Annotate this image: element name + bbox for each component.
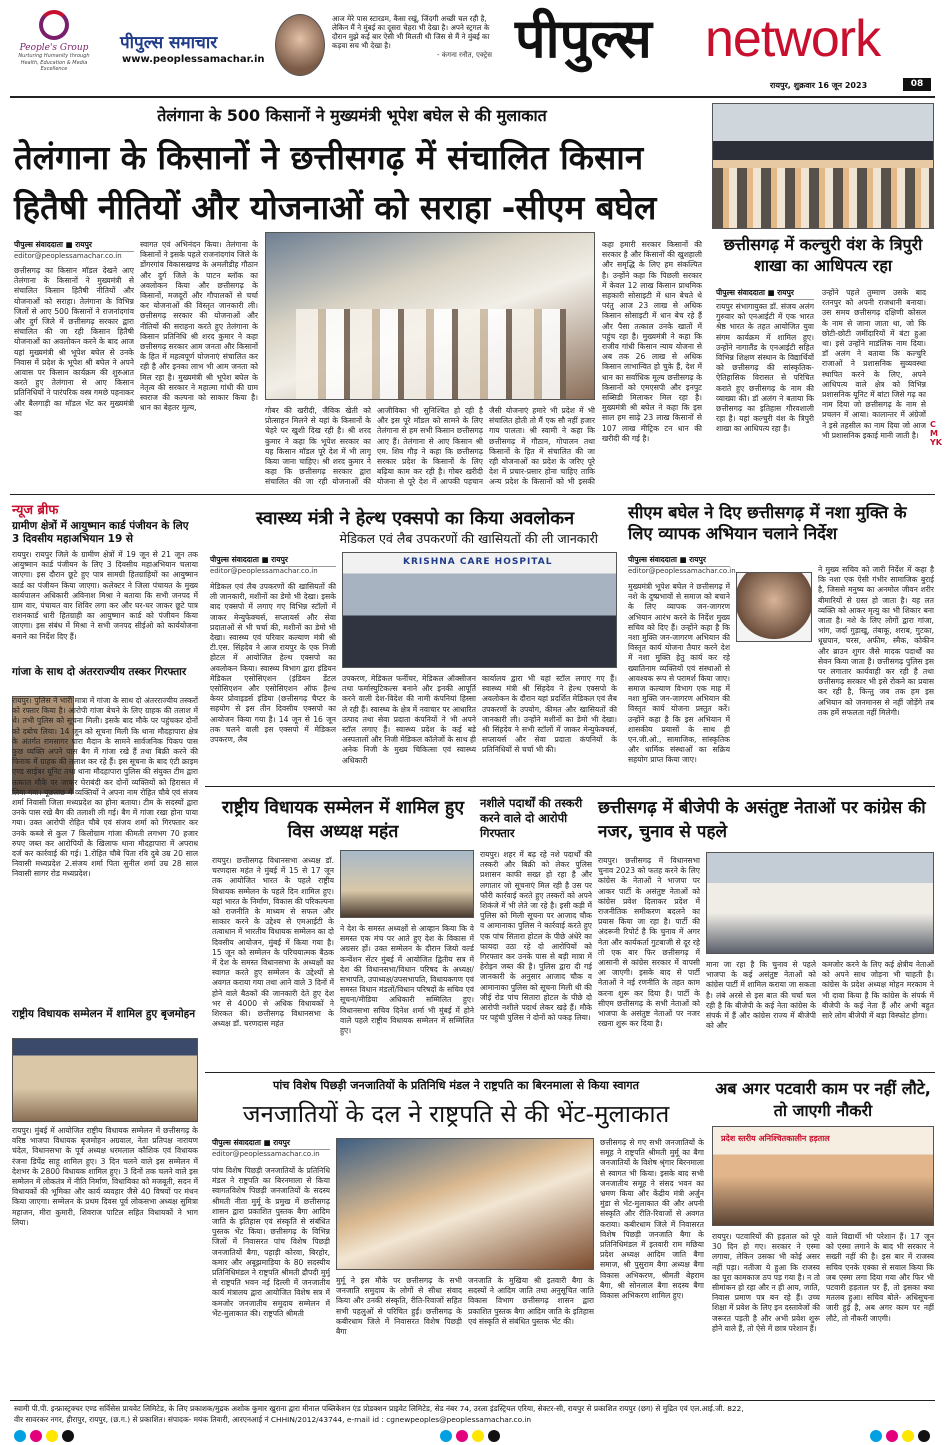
- key-mark-icon: [488, 1430, 500, 1442]
- lead-kicker: तेलंगाना के 500 किसानों ने मुख्यमंत्री भूपेश बघेल से की मुलाकात: [157, 106, 547, 125]
- cmyk-marks-right: [870, 1430, 930, 1442]
- lead-byline: पीपुल्स संवाददाता ■ रायपुर: [14, 240, 134, 252]
- kalchuri-byline: पीपुल्स संवाददाता ■ रायपुर: [716, 288, 814, 300]
- drugs-headline: नशीले पदार्थों की तस्करी करने वाले दो आरोपी गिरफ्तार: [480, 796, 583, 840]
- key-mark-icon: [918, 1430, 930, 1442]
- bjp-col-3: कमजोर करने के लिए कई क्षेत्रीय नेताओं को अपने साथ जोड़ना भी चाहती है। कांग्रेस के प्रदेश अध्यक्ष मोहन मरकाम ने भी दावा किया है कि कांग्रेस के संपर्क में बीजेपी के कई नेता हैं और अभी बहुत सारे लोग बीजेपी में बड़ा विस्फोट होगा।: [822, 960, 934, 1021]
- page-title-hindi: पीपुल्स: [515, 7, 652, 70]
- lead-photo-figures: [296, 309, 566, 399]
- lead-photo: [265, 232, 595, 400]
- yellow-mark-icon: [472, 1430, 484, 1442]
- kalchuri-photo: [712, 103, 934, 229]
- kalchuri-headline: छत्तीसगढ़ में कल्चुरी वंश के त्रिपुरी शाखा का आधिपत्य रहा: [723, 235, 923, 275]
- lead-col-1: छत्तीसगढ़ का किसान मॉडल देखने आए तेलंगाना के किसानों ने मुख्यमंत्री से संचालित किसान हितैषी नीतियों और योजनाओं को सराहा। तेलंगाना के विभिन्न जिलों से आए 500 किसानों ने राजनांदगांव और दुर्ग जिले में छत्तीसगढ़ सरकार द्वारा संचालित की जा रही किसान हितैषी योजनाओं का अवलोकन करने के बाद आज यहां मुख्यमंत्री श्री भूपेश बघेल से उनके निवास में प्रदेश के भूपेश श्री बघेल ने अपने आवास पर किसान कार्यक्रम की शुरुआत करते हुए तेलंगाना से आए किसान प्रतिनिधियों ने पारंपरिक वस्त्र गमछे पहनाकर और बैलगाड़ी का मॉडल भेंट कर मुख्यमंत्री का: [14, 266, 134, 418]
- section-rule-3: [205, 1072, 935, 1073]
- drugs-text: रायपुर। शहर में बढ़ रहे नशे पदार्थों की तस्करी और बिक्री को लेकर पुलिस प्रशासन काफी सख्त हो रहा है और लगातार जो सूचनाएं मिल रही है उस पर फौरी कार्रवाई करते हुए तस्करों को अपने शिकंजे में भी लेते जा रहे है। इसी कड़ी में पुलिस को मिली सूचना पर आजाद चौक व आमानाका पुलिस ने कार्रवाई करते हुए एक पांच सितारा होटल के पीछे अंधेरे का फायदा उठा रहे दो आरोपियों को गिरफ्तार कर उनके पास से बड़ी मात्रा में हेरोइन जब्त की है। पुलिस द्वारा दी गई जानकारी के अनुसार आजाद चौक व आमानाका पुलिस को सूचना मिली थी की जीई रोड पांच सितारा होटल के पीछे दो आरोपी नशीले पदार्थ लेकर खड़े हैं। मौके पर पहुंची पुलिस ने दोनों को पकड़ लिया।: [480, 850, 592, 1023]
- health-photo-banner: KRISHNA CARE HOSPITAL: [403, 557, 553, 567]
- kalchuri-col-2: उन्होंने पहले तुम्माण उसके बाद रतनपुर को अपनी राजधानी बनाया। उस समय छत्तीसगढ़ दक्षिणी कोसल के नाम से जाना जाता था, जो कि छोटी-छोटी जमींदारियों में बंटा हुआ था। इसे उन्होंने माडंलिक नाम दिया। डॉ अलंग ने बताया कि कल्चुरि राजाओं ने प्रशासनिक सुव्यवस्था स्थापित करने के लिए, अपने आधिपत्य वाले क्षेत्र को विभिन्न प्रशासनिक यूनिट में बांटा जिसे गढ़ का नाम दिया जो छत्तीसगढ़ के नाम से प्रचलन में आया। कालान्तर में अंग्रेजों ने इसे तहसील का नाम दिया जो आज भी प्रशासनिक इकाई मानी जाती है।: [822, 288, 926, 440]
- nasha-byline: पीपुल्स संवाददाता ■ रायपुर: [628, 555, 730, 567]
- nasha-cm-photo: [736, 572, 812, 642]
- speaker-col-1: रायपुर। छत्तीसगढ़ विधानसभा अध्यक्ष डॉ. चरणदास महंत ने मुंबई में 15 से 17 जून तक आयोजित भारत के पहले राष्ट्रीय विधायक सम्मेलन के पहले दिन शामिल हुए। यहां भारत के निर्माण, विकास की परिकल्पना को राजनीति के माध्यम से सफल और साकार करने के उद्देश्य से एमआईटी के तत्वाधान में भारतीय विधायक सम्मेलन का दो दिवसीय आयोजन, मुंबई में किया गया है। 15 जून को सम्मेलन के परिचयात्मक बैठक में देश के समस्त विधानसभा के अध्यक्षों का स्वागत करते हुए सम्मेलन के उद्देश्यों से अवगत कराया गया तथा आने वाले 3 दिनों में होने वाले बैठकों की जानकारी देते हुए देश भर से 4000 से अधिक विधायकों ने शिरकत की। छत्तीसगढ़ विधानसभा के अध्यक्ष डॉ. चरणदास महंत: [212, 856, 334, 1029]
- nasha-byline-block: [628, 555, 736, 575]
- kangana-photo: [275, 14, 325, 76]
- health-byline-block: [210, 555, 336, 575]
- patwari-headline: अब अगर पटवारी काम पर नहीं लौटे, तो जाएगी नौकरी: [715, 1079, 931, 1120]
- nasha-headline: सीएम बघेल ने दिए छत्तीसगढ़ में नशा मुक्ति के लिए व्यापक अभियान चलाने निर्देश: [628, 503, 907, 543]
- imprint-line-2: वीर सावरकर नगर, हीरापुर, रायपुर, (छ.ग.) से प्रकाशित। संपादक- मयंक तिवारी, आरएनआई नं CHHIN/2012/43744, e-mail id : cgnewpeoples@peoplessamachar.co.in: [14, 1415, 532, 1424]
- page-title-network: network: [705, 10, 881, 68]
- tribal-kicker: पांच विशेष पिछड़ी जनजातियों के प्रतिनिधि मंडल ने राष्ट्रपति का बिरनमाला से किया स्वागत: [273, 1079, 639, 1092]
- bjp-col-1: रायपुर। छत्तीसगढ़ में विधानसभा चुनाव 2023 को फतह करने के लिए कांग्रेस के नेताओं ने भाजपा पर आकर पार्टी के असंतुष्ट नेताओं को कांग्रेस प्रवेश दिलाकर प्रदेश में राजनीतिक समीकरण बदलने का प्रयास किया जा रहा है। पार्टी की अंदरूनी रिपोर्ट है कि चुनाव में अगर नेता और कार्यकर्ता गुटबाजी से दूर रहे तो एक बार फिर छत्तीसगढ़ में आसानी से कांग्रेस सरकार में वापसी आ जाएगी। इसके बाद से पार्टी नेताओं ने नई रणनीति के तहत काम करना शुरू कर दिया है। पार्टी के सीएम छत्तीसगढ़ के सभी नेताओं को भाजपा के असंतुष्ट नेताओं पर नजर रखना शुरू कर दिया है।: [598, 856, 700, 1029]
- tribal-col-2: मुर्मू ने इस मौके पर छत्तीसगढ़ के सभी जनजाति समुदाय के लोगों से सीधा संवाद किया और उनकी संस्कृति, रीति-रिवाजों सहित सभी पहलुओं से परिचित हुईं। छत्तीसगढ़ के कबीरधाम जिले में निवासरत विशेष पिछड़ी बैगा: [336, 1276, 462, 1337]
- page-number: 08: [903, 78, 931, 91]
- section-rule-2: [205, 786, 935, 787]
- patwari-photo-banner: प्रदेश स्तरीय अनिश्चितकालीन हड़ताल: [721, 1134, 830, 1143]
- cmyk-marks-left: [14, 1430, 74, 1442]
- masthead-rule: [10, 96, 935, 98]
- magenta-mark-icon: [30, 1430, 42, 1442]
- health-subhead: मेडिकल एवं लैब उपकरणों की खासियतों की ली जानकारी: [339, 531, 598, 546]
- section-rule-1: [10, 494, 935, 495]
- cmyk-side-label: CMYK: [930, 420, 942, 447]
- health-email[interactable]: editor@peoplessamachar.co.in: [210, 567, 318, 575]
- lead-col-6: कहा हमारी सरकार किसानों की सरकार है और किसानों की खुशहाली और समृद्धि के लिए हम संकल्पित है। उन्होंने कहा कि पिछली सरकार में केवल 12 लाख किसान प्राथमिक सहकारी सोसाइटी में धान बेचते थे परंतु आज 23 लाख से अधिक किसान सोसाइटी में धान बेच रहे हैं और पैसा तत्काल उनके खातों में पहुंच रहा है। मुख्यमंत्री ने कहा कि राजीव गांधी किसान न्याय योजना से अब तक 26 लाख से अधिक किसान लाभान्वित हो चुके हैं, देश में धान का सर्वाधिक मूल्य छत्तीसगढ़ के किसानों को एमएसपी और इनपुट सब्सिडी मिलाकर मिल रहा है। मुख्यमंत्री श्री बघेल ने कहा कि इस साल हम साढ़े 23 लाख किसानों से 107 लाख मीट्रिक टन धान की खरीदी की गई है।: [602, 240, 702, 443]
- lead-col-3: गोबर की खरीदी, जैविक खेती को प्रोत्साहन मिलने से यहां के किसानों के चेहरे पर खुशी दिख रही है। श्री शरद कुमार ने कहा कि भूपेश सरकार का यह किसान मॉडल पूरे देश में भी लागू किया जाना चाहिए। श्री शरद कुमार ने कहा कि छत्तीसगढ़ सरकार द्वारा संचालित की जा रही योजनाओं की: [265, 406, 371, 486]
- brief-text-1: रायपुर। रायपुर जिले के ग्रामीण क्षेत्रों में 19 जून से 21 जून तक आयुष्मान कार्ड पंजीयन के लिए 3 दिवसीय महाअभियान चलाया जाएगा। इस दौरान छूटे हुए पात्र सामग्री हितग्राहियों का आयुष्मान कार्ड का पंजीयन किया जाएगा। कलेक्टर ने जिला पंचायत के मुख्य कार्यपालन अधिकारी अविनाश मिश्रा ने बताया कि सभी जनपद में ग्राम वार, पंचायत वार शिविर लगा कर और घर-घर जाकर छूटे पात्र राशनकार्ड धारी हितग्राही का आयुष्मान कार्ड को पंजीयन किया जाएगा। इस संबंध में मिश्रा ने सभी जनपद सीईओ को कार्ययोजना बनाने का निर्देश दिए हैं।: [12, 550, 198, 641]
- patwari-photo: [712, 1126, 934, 1226]
- yellow-mark-icon: [46, 1430, 58, 1442]
- dateline: रायपुर, शुक्रवार 16 जून 2023: [770, 81, 868, 90]
- quote-author: - कंगना रनौत, एक्ट्रेस: [437, 51, 492, 59]
- magenta-mark-icon: [886, 1430, 898, 1442]
- quote-box: [332, 14, 492, 84]
- bjp-col-2: माना जा रहा है कि चुनाव से पहले भाजपा के कई असंतुष्ट नेताओं को कांग्रेस पार्टी में शामिल कराया जा सकता है। लंबे अरसे से इस बात की चर्चा चल रही है कि बीजेपी के कई नेता कांग्रेस के संपर्क में हैं और कांग्रेस राज्य में बीजेपी को और: [706, 960, 816, 1031]
- yellow-mark-icon: [902, 1430, 914, 1442]
- peoples-group-name: People's Group: [19, 43, 89, 53]
- health-headline: स्वास्थ्य मंत्री ने हेल्थ एक्सपो का किया अवलोकन: [255, 508, 575, 529]
- cyan-mark-icon: [14, 1430, 26, 1442]
- speaker-col-2: ने देश के समस्त अध्यक्षों से आव्हान किया कि वे समस्त एक मंच पर आते हुए देश के विकास में अग्रसर हों। उक्त सम्मेलन के दौरान जियो वर्ल्ड कन्वेंशन सेंटर मुंबई में आयोजित द्वितीय सत्र में देश की विधानसभा/विधान परिषद के अध्यक्ष/सभापति, उपाध्यक्ष/उपसभापति, विधायकगण एवं समस्त विधान मंडलों/विधान परिषदों के सचिव एवं सूचना/मीडिया अधिकारी सम्मिलित हुए। विधानसभा सचिव दिनेश शर्मा भी मुंबई में होने वाले पहले राष्ट्रीय विधायक सम्मेलन में सम्मिलित हुए।: [340, 924, 474, 1036]
- cyan-mark-icon: [440, 1430, 452, 1442]
- peoples-group-logo: [14, 10, 94, 88]
- brand-small: पीपुल्स समाचार: [120, 33, 218, 53]
- brand-url[interactable]: www.peoplessamachar.in: [122, 54, 265, 65]
- imprint-line-1: स्वामी पी.पी. इन्फ्रास्ट्रक्चर एण्ड सर्विसेस प्रायवेट लिमिटेड, के लिए प्रकाशक/मुद्रक अशोक कुमार खुराना द्वारा मीनाल पब्लिकेशन एंड प्रोडक्शन प्राइवेट लिमिटेड, सेड नंबर 74, उरला इंडस्ट्रियल एरिया, सेक्टर-सी, रायपुर से प्रकाशित रायपुर (छग) से मुद्रित एवं एल.आई.जी. 822,: [14, 1404, 744, 1413]
- lead-email[interactable]: editor@peoplessamachar.co.in: [14, 252, 122, 260]
- tribal-email[interactable]: editor@peoplessamachar.co.in: [212, 1150, 320, 1158]
- brief-text-2: रायपुर। पुलिस ने भारी मात्रा में गांजा के साथ दो अंतरराज्यीय तस्करों को रफ्तार किया है। आरोपी गांजा बेचने के लिए ग्राहक की तलाश में थे। तभी पुलिस को सूचना मिली। इसके बाद मौके पर पहुंचकर दोनों को दबोच लिया। 14 जून को सूचना मिली कि थाना मौदहापारा क्षेत्र के अंतर्गत रामसागर पारा मैदान के सामने सार्वजनिक पिकप पास कुछ व्यक्ति अपने पास बैग में गांजा रखे हैं तथा बिक्री करने की फिराक में ग्राहक की तलाश कर रहे हैं। इस सूचना के बाद एंटी क्राइम एण्ड साईबर यूनिट तथा थाना मौदहापारा पुलिस की संयुक्त टीम द्वारा तत्काल मौके पर जाकर घेराबंदी कर दोनों व्यक्तियों को हिरासत में लिया गया। पूछताछ में व्यक्तियों ने अपना नाम रोहित चौबे एवं संजय शर्मा निवासी जिला मध्यप्रदेश का होना बताया। टीम के सदस्यों द्वारा उनके पास रखे बैग की तलाशी ली गई। बैग में गांजा रखा होना पाया गया। उक्त आरोपी रोहित चौबे एवं संजय शर्मा को गिरफ्तार कर उनके कब्जे से कुल 7 किलोग्राम गांजा कीमती लगभग 70 हजार रुपए जब्त कर आरोपियों के खिलाफ थाना मौदहापारा में अपराध दर्ज कर कार्रवाई की गई। 1.रोहित चौबे पिता रवि दुबे उम्र 20 साल निवासी मध्यप्रदेश 2.संजय शर्मा पिता सुनील शर्मा उम्र 28 साल निवासी सागर रोड मध्यप्रदेश।: [12, 696, 198, 879]
- magenta-mark-icon: [456, 1430, 468, 1442]
- tribal-photo: [336, 1138, 594, 1270]
- health-col-3: कार्यालय द्वारा भी यहां स्टॉल लगाए गए हैं। स्वास्थ्य मंत्री श्री सिंहदेव ने हेल्थ एक्सपो के अवलोकन के दौरान यहां प्रदर्शित मेडिकल एवं लैब उपकरणों के उपयोग, कीमत और खासियतों की जानकारी ली। उन्होंने मशीनों का डेमो भी देखा। श्री सिंहदेव ने सभी स्टॉलों में जाकर मेन्युफेक्चर्स, सप्लायर्स और सेवा प्रदाता कंपनियों के प्रतिनिधियों से चर्चा भी की।: [482, 674, 617, 755]
- tribal-col-3: जनजाति के मुखिया श्री इतवारी बैगा के सदस्यों ने आदिम जाति तथा अनुसूचित जाति विकास विभाग छत्तीसगढ़ शासन द्वारा प्रकाशित पुस्तक बैगा आदिम जाति के इतिहास एवं संस्कृति से संबंधित पुस्तक भेंट की।: [468, 1276, 594, 1326]
- speaker-photo: [340, 850, 474, 918]
- peoples-group-tagline: Nurturing Humanity through Health, Education & Media Excellence: [18, 53, 90, 72]
- cyan-mark-icon: [870, 1430, 882, 1442]
- tribal-byline: पीपुल्स संवाददाता ■ रायपुर: [212, 1138, 330, 1150]
- tribal-col-1: पांच विशेष पिछड़ी जनजातियों के प्रतिनिधि मंडल ने राष्ट्रपति का बिरनमाला से किया स्वागतविशेष पिछड़ी जनजातियों के सदस्य श्रीमती नीता मुर्मू के प्रमुख में छत्तीसगढ़ शासन द्वारा प्रकाशित पुस्तक बैगा आदिम जाति के इतिहास एवं संस्कृति से संबंधित पुस्तक भेंट किया। छत्तीसगढ़ के विभिन्न जिलों में निवासरत पांच विशेष पिछड़ी जनजातियों बैगा, पहाड़ी कोरवा, बिरहोर, कमार और अबूझमाड़िया के 80 सदस्यीय प्रतिनिधिमंडल ने राष्ट्रपति श्रीमती द्रौपदी मुर्मू से राष्ट्रपति भवन नई दिल्ली में जनजातीय कार्य मंत्रालय द्वारा आयोजित विशेष सत्र में कमजोर जनजातीय समुदाय सम्मेलन में भेंट-मुलाकात की। राष्ट्रपति श्रीमती: [212, 1166, 330, 1318]
- brief-text-3: रायपुर। मुंबई में आयोजित राष्ट्रीय विधायक सम्मेलन में छत्तीसगढ़ के वरिष्ठ भाजपा विधायक बृजमोहन अग्रवाल, नेता प्रतिपक्ष नारायण चंदेल, विधानसभा के पूर्व अध्यक्ष धरमलाल कौशिक एवं विधायक रंजना डिपेंद्र साहू शामिल हुए। 3 दिन चलने वाले इस सम्मेलन में देशभर के 2800 विधायक शामिल हुए। 3 दिनों तक चलने वाले इस सम्मेलन में लोकतंत्र में नीति निर्माण, विधायिका को मजबूती, सदन में विधायकों की भूमिका और कार्य व्यवहार जैसे 40 विषयों पर मंथन किया जाएगा। सम्मेलन के प्रथम दिवस पूर्व लोकसभा अध्यक्ष सुमित्रा महाजन, मीरा कुमारी, शिवराज पाटिल सहित विधायकों ने भाग लिया।: [12, 1126, 198, 1227]
- lead-col-4: आजीविका भी सुनिश्चित हो रही है और इस पूरे मॉडल को सामने के लिए तेलंगाना से हम सभी किसान छत्तीसगढ़ आए हैं। तेलंगाना से आए किसान श्री एम. शिव गौड़ ने कहा कि छत्तीसगढ़ सरकार प्रदेश के किसानों के लिए बढ़िया काम कर रही है। गोबर खरीदी योजना से पूरे देश में आपकी पहचान: [377, 406, 483, 486]
- tribal-byline-block: [212, 1138, 330, 1158]
- footer-rule: [10, 1400, 935, 1401]
- lead-headline-1: तेलंगाना के किसानों ने छत्तीसगढ़ में संचालित किसान: [14, 138, 644, 177]
- speaker-headline: राष्ट्रीय विधायक सम्मेलन में शामिल हुए विस अध्यक्ष महंत: [221, 798, 465, 842]
- nasha-email[interactable]: editor@peoplessamachar.co.in: [628, 567, 736, 575]
- key-mark-icon: [62, 1430, 74, 1442]
- lead-col-5: जैसी योजनाएं हमारे भी प्रदेश में भी संचालित होती तो मैं एक सौ नहीं हजार गाय पालता। श्री स्वामी ने कहा कि छत्तीसगढ़ में गौठान, गोपालन तथा किसानों के हित में संचालित की जा रही योजनाओं का प्रदेश के जरिए पूरे देश में प्रचार-प्रसार होना चाहिए ताकि अन्य प्रदेश के किसानों को भी इसकी: [489, 406, 595, 486]
- masthead: [0, 0, 945, 98]
- tribal-col-4: छत्तीसगढ़ से गए सभी जनजातियों के समूह ने राष्ट्रपति श्रीमती मुर्मू का बैगा जनजातियों के विशेष श्रृंगार बिरनमाला से स्वागत भी किया। इसके बाद सभी जनजातीय समूह ने संसद भवन का भ्रमण किया और केंद्रीय मंत्री अर्जुन मुंडा से भेंट-मुलाकात की और अपनी संस्कृति और रीति-रिवाजों से अवगत कराया। कबीरधाम जिले में निवासरत विशेष पिछड़ी जनजाति बैगा के प्रतिनिधिमंडल में इतवारी राम मछिया प्रदेश अध्यक्ष आदिम जाति बैगा समाज, श्री पुसुराम बैगा अध्यक्ष बैगा विकास अभिकरण, श्रीमती बेहराम बैगा, श्री सोनलाल बैगा सदस्य बैगा विकास अभिकरण शामिल हुए।: [600, 1138, 704, 1301]
- brief-headline-3: राष्ट्रीय विधायक सम्मेलन में शामिल हुए बृजमोहन: [12, 1008, 196, 1020]
- nasha-col-2: ने मुख्य सचिव को जारी निर्देश में कहा है कि नशा एक ऐसी गंभीर सामाजिक बुराई है, जिससे मनुष्य का अनमोल जीवन शरीर बीमारियों से ग्रस्त हो जाता है। यह लत व्यक्ति को आकर मृत्यु का भी शिकार बना जाता है। नशे के लिए लोगों द्वारा गांजा, भांग, जर्दा गुड़ाखू, तंबाकू, शराब, गुटका, धूम्रपान, चरस, अफीम, स्मैक, कोकीन और ब्राउन शुगर जैसे मादक पदार्थों का सेवन किया जाता है। छत्तीसगढ़ पुलिस इस पर लगातार कार्यवाही कर रही है तथा छत्तीसगढ़ सरकार भी इसे रोकने का प्रयास कर रही है, किन्तु जब तक हम इस अभियान को जनमानस से नहीं जोड़ेंगे तब तक हमें सफलता नहीं मिलेगी।: [818, 565, 934, 717]
- health-byline: पीपुल्स संवाददाता ■ रायपुर: [210, 555, 336, 567]
- lead-headline-2: हितैषी नीतियों और योजनाओं को सराहा -सीएम बघेल: [14, 188, 657, 227]
- bjp-headline: छत्तीसगढ़ में बीजेपी के असंतुष्ट नेताओं पर कांग्रेस की नजर, चुनाव से पहले: [598, 798, 926, 842]
- kalchuri-col-1: रायपुर संभागायुक्त डॉ. संजय अलंग गुरुवार को एनआईटी में एक भारत श्रेष्ठ भारत के तहत आयोजित युवा संगम कार्यक्रम में शामिल हुए। उन्होंने नागालैंड के एनआईटी सहित विभिन्न शिक्षण संस्थान के विद्यार्थियों को छत्तीसगढ़ की सांस्कृतिक-ऐतिहासिक विरासत से परिचित कराते हुए छत्तीसगढ़ के नाम की व्याख्या की। डॉ अलंग ने बताया कि छत्तीसगढ़ का इतिहास गौरवशाली रहा है। यहां कल्चुरी वंश के त्रिपुरी शाखा का आधिपत्य रहा है।: [716, 302, 814, 434]
- nasha-col-1: मुख्यमंत्री भूपेश बघेल ने छत्तीसगढ़ में नशे के दुष्प्रभावों से समाज को बचाने के लिए व्यापक जन-जागरण अभियान आरंभ करने के निर्देश मुख्य सचिव को दिए हैं। उन्होंने कहा है कि नशा मुक्ति जन-जागरण अभियान की विस्तृत कार्य योजना तैयार करने देश में नशा मुक्ति हेतु कार्य कर रहे ख्यातिनाम व्यक्तियों एवं संस्थाओं से आवश्यक रूप से परामर्श किया जाए। समाज कल्याण विभाग एक माह में नशा मुक्ति जन-जागरण अभियान की विस्तृत कार्य योजना प्रस्तुत करें। उन्होंने कहा है कि इस अभियान में शासकीय प्रयासों के साथ ही एन.जी.ओ., सामाजिक, सांस्कृतिक और धार्मिक संस्थाओं का सक्रिय सहयोग प्राप्त किया जाए।: [628, 582, 730, 765]
- health-photo: [342, 552, 617, 668]
- news-brief-label: न्यूज ब्रीफ: [12, 503, 59, 518]
- health-col-2: उपकरण, मेडिकल फर्नीचर, मेडिकल ऑक्सीजन तथा फर्मास्युटिकल्स बनाने और इनकी आपूर्ति करने वाली देश-विदेश की नामी कंपनियां हिस्सा ले रही हैं। स्वास्थ्य के क्षेत्र में नवाचार पर आधारित उत्पाद तथा सेवा प्रदाता कंपनियों ने भी अपने स्टॉल लगाए हैं। स्वास्थ्य प्रदेश के कई बड़े अस्पतालों और निजी मेडिकल कॉलेजों के साथ ही अनेक निजी के मुख्य चिकित्सा एवं स्वास्थ्य अधिकारी: [342, 674, 476, 765]
- quote-text: आज मेरे पास स्टारडम, कैसा रखूं, जिंदगी अच्छी चल रही है, लेकिन मैं ने मुंबई का दूसरा चेहरा भी देखा है। अपने स्ट्रगल के दौरान मुझे कई बार ऐसी भी मिलती थी जिस से मैं ने मुंबई का कड़वा सच भी देखा है।: [332, 14, 490, 50]
- brief-headline-2: गांजा के साथ दो अंतरराज्यीय तस्कर गिरफ्तार: [12, 666, 187, 678]
- lead-col-2: स्वागत एवं अभिनंदन किया। तेलंगाना के किसानों ने इसके पहले राजनांदगांव जिले के डोंगरगांव विकासखण्ड के अमलीडीह गौठान और दुर्ग जिले के पाटन ब्लॉक का अवलोकन किया और छत्तीसगढ़ के किसानों, मजदूरों और गौपालकों से चर्चा कर योजनाओं की विस्तृत जानकारी ली। छत्तीसगढ़ सरकार की योजनाओं और नीतियों की सराहना करते हुए तेलंगाना के किसान प्रतिनिधि श्री शरद कुमार ने कहा छत्तीसगढ़ सरकार आम जनता और किसानों के हित में महत्वपूर्ण योजनाएं संचालित कर रही है और इनका लाभ भी आम जनता को मिल रहा है। मुख्यमंत्री श्री भूपेश बघेल के नेतृत्व की सरकार ने महात्मा गांधी की ग्राम स्वराज की कल्पना को साकार किया है। धान का बेहतर मूल्य,: [140, 240, 258, 413]
- patwari-col-2: वाले विद्यार्थी भी परेशान हैं। 17 जून को एस्मा लगाने के बाद भी सरकार ने सख्ती नहीं की है। इस बार में राजस्व सचिव एनके एक्का से सवाल किया कि जब एस्मा लगा दिया गया और फिर भी पटवारी हड़ताल पर हैं, तो इसका क्या मतलब हुआ। सचिव बोले- अधिसूचना जारी हुई है, अब अगर काम पर नहीं लौटे, तो नौकरी जाएगी।: [826, 1232, 934, 1323]
- health-col-1: मेडिकल एवं लैब उपकरणों की खासियतों की ली जानकारी, मशीनों का डेमो भी देखा। इसके बाद एक्सपो में लगाए गए विभिन्न स्टॉलों में जाकर मेन्युफेक्चर्स, सप्लायर्स और सेवा प्रदाताओं से भी चर्चा की, मशीनों का डेमो भी देखा। स्वास्थ्य एवं परिवार कल्याण मंत्री श्री टी.एस. सिंहदेव ने आज रायपुर के एक निजी होटल में आयोजित हेल्थ एक्सपो का अवलोकन किया। स्वास्थ्य विभाग द्वारा इंडियन मेडिकल एसोसिएशन (इंडियन डेंटल एसोसिएशन और एसोसिएशन ऑफ हैल्थ केयर प्रोवाइडर्स इंडिया (छत्तीसगढ़ चैप्टर के सहयोग से इस तीन दिवसीय एक्सपो का आयोजन किया गया है। 14 जून से 16 जून तक चलने वाली इस एक्सपो में मेडिकल उपकरण, लैब: [210, 582, 336, 745]
- bjp-photo: [706, 852, 934, 954]
- tribal-headline: जनजातियों के दल ने राष्ट्रपति से की भेंट-मुलाकात: [242, 1100, 670, 1128]
- brief-conference-photo: [12, 1038, 198, 1122]
- patwari-col-1: रायपुर। पटवारियों की हड़ताल को पूरे 30 दिन हो गए। सरकार ने एस्मा लगाया, लेकिन उसका भी कोई असर नहीं पड़ा। नतीजा ये हुआ कि राजस्व का पूरा कामकाज ठप पड़ गया है। न तो सीमांकन हो रहा और न ही आय, जाति, निवास प्रमाण पत्र बन रहे हैं। उच्च शिक्षा में प्रवेश के लिए इन दस्तावेजों की जरूरत पड़ती है और अभी प्रवेश शुरू होने वाले हैं, तो ऐसे में छात्र परेशान हैं।: [712, 1232, 820, 1333]
- lead-byline-block: [14, 240, 134, 260]
- kalchuri-photo-group: [713, 168, 933, 228]
- cmyk-marks-center: [440, 1430, 500, 1442]
- brief-headline-1: ग्रामीण क्षेत्रों में आयुष्मान कार्ड पंजीयन के लिए 3 दिवसीय महाअभियान 19 से: [12, 520, 189, 545]
- logo-ring-icon: [39, 10, 69, 40]
